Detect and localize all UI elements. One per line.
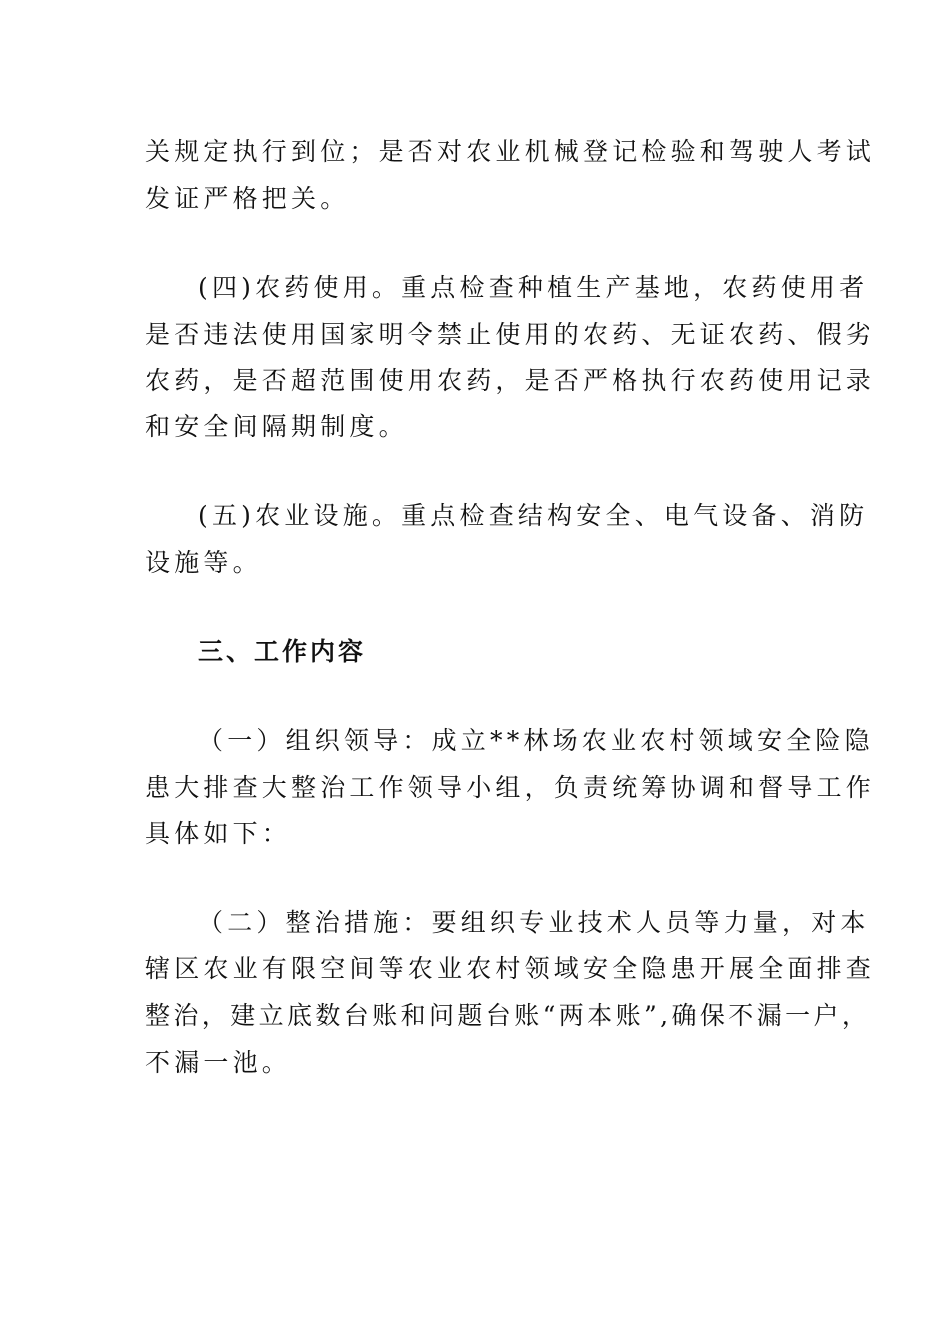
section-5-heading-line: (五)农业设施。重点检查结构安全、电气设备、消防 — [198, 501, 869, 530]
subsection-1-heading-line: （一）组织领导：成立**林场农业农村领域安全险隐 — [198, 726, 874, 755]
paragraph-line: 具体如下： — [145, 819, 292, 848]
paragraph-line: 设施等。 — [145, 548, 262, 577]
paragraph-line: 和安全间隔期制度。 — [145, 412, 408, 441]
section-3-title: 三、工作内容 — [198, 637, 367, 666]
paragraph-line: 是否违法使用国家明令禁止使用的农药、无证农药、假劣 — [145, 320, 876, 349]
paragraph-line: 关规定执行到位；是否对农业机械登记检验和驾驶人考试 — [145, 137, 876, 166]
paragraph-line: 整治，建立底数台账和问题台账“两本账”,确保不漏一户， — [145, 1001, 871, 1030]
subsection-2-heading-line: （二）整治措施：要组织专业技术人员等力量，对本 — [198, 908, 870, 937]
paragraph-line: 辖区农业有限空间等农业农村领域安全隐患开展全面排查 — [145, 954, 876, 983]
section-4-heading-line: (四)农药使用。重点检查种植生产基地，农药使用者 — [198, 273, 869, 302]
paragraph-line: 患大排查大整治工作领导小组，负责统筹协调和督导工作 — [145, 773, 876, 802]
paragraph-line: 农药，是否超范围使用农药，是否严格执行农药使用记录 — [145, 366, 876, 395]
paragraph-line: 发证严格把关。 — [145, 184, 350, 213]
paragraph-line: 不漏一池。 — [145, 1048, 292, 1077]
